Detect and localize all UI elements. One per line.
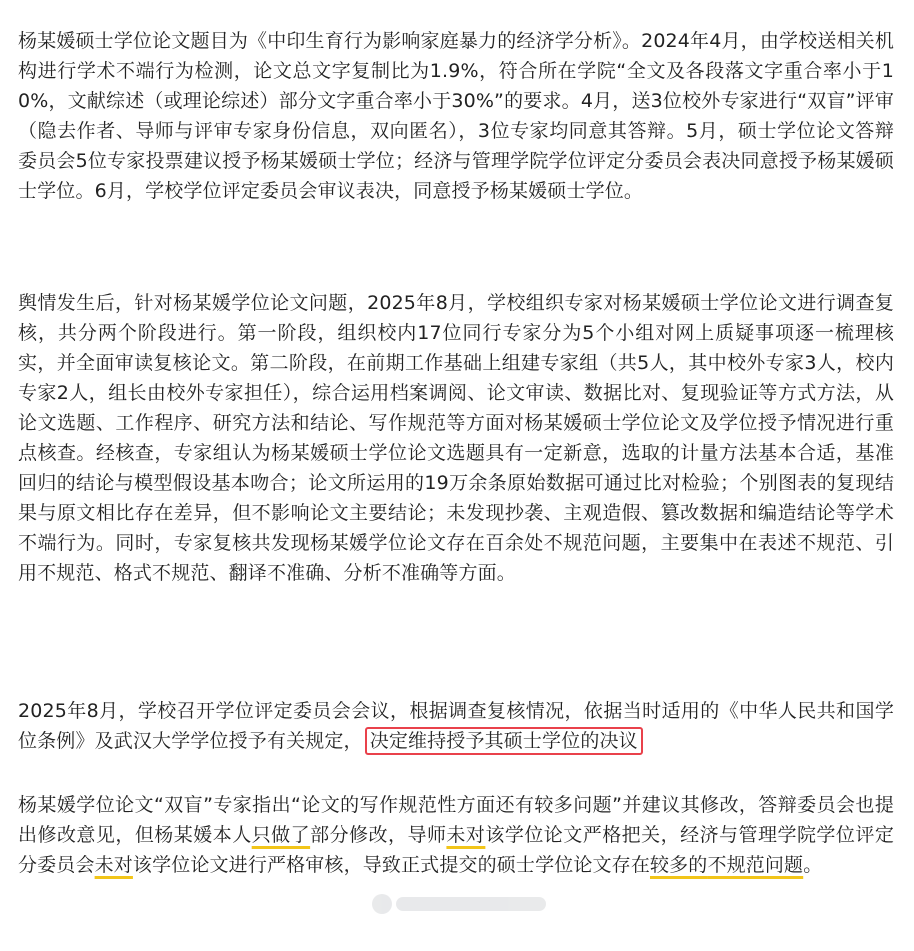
paragraph-text: 2025年8月，学校召开学位评定委员会会议，根据调查复核情况，依据当时适用的《中华人民共和国学位条例》及武汉大学学位授予有关规定，	[18, 700, 894, 752]
paragraph-committee-decision	[18, 696, 894, 756]
paragraph-text: 杨某媛学位论文“双盲”专家指出“论文的写作规范性方面还有较多问题”并建议其修改，答辩委员会也提出修改意见，但杨某媛本人	[18, 794, 894, 846]
paragraph-responsibility	[18, 790, 894, 880]
underlined-phrase: 不规范问题	[707, 854, 804, 876]
paragraph-text: 该学位论文严格把关，经济与管理学院学位评定分委员会	[18, 824, 894, 876]
underlined-phrase: 较多的	[649, 854, 708, 876]
underlined-phrase: 未对	[94, 854, 133, 876]
paragraph-text: 舆情发生后，针对杨某媛学位论文问题，2025年8月，学校组织专家对杨某媛硕士学位论文进行调查复核，共分两个阶段进行。第一阶段，组织校内17位同行专家分为5个小组对网上质疑事项逐一梳理核实，并全面审读复核论文。第二阶段，在前期工作基础上组建专家组（共5人，其中校外专家3人，校内专家2人，组长由校外专家担任），综合运用档案调阅、论文审读、数据比对、复现验证等方式方法，从论文选题、工作程序、研究方法和结论、写作规范等方面对杨某媛硕士学位论文及学位授予情况进行重点核查。经核查，专家组认为杨某媛硕士学位论文选题具有一定新意，选取的计量方法基本合适，基准回归的结论与模型假设基本吻合；论文所运用的19万余条原始数据可通过比对检验；个别图表的复现结果与原文相比存在差异，但不影响论文主要结论；未发现抄袭、主观造假、篡改数据和编造结论等学术不端行为。同时，专家复核共发现杨某媛学位论文存在百余处不规范问题，主要集中在表述不规范、引用不规范、格式不规范、翻译不准确、分析不准确等方面。	[18, 292, 894, 584]
boxed-decision-highlight: 决定维持授予其硕士学位的决议	[365, 727, 643, 755]
watermark-logo-icon	[372, 894, 392, 914]
paragraph-text: 杨某媛硕士学位论文题目为《中印生育行为影响家庭暴力的经济学分析》。2024年4月，由学校送相关机构进行学术不端行为检测，论文总文字复制比为1.9%，符合所在学院“全文及各段落文字重合率小于10%，文献综述（或理论综述）部分文字重合率小于30%”的要求。4月，送3位校外专家进行“双盲”评审（隐去作者、导师与评审专家身份信息，双向匿名），3位专家均同意其答辩。5月，硕士学位论文答辩委员会5位专家投票建议授予杨某媛硕士学位；经济与管理学院学位评定分委员会表决同意授予杨某媛硕士学位。6月，学校学位评定委员会审议表决，同意授予杨某媛硕士学位。	[18, 30, 894, 202]
paragraph-text: 部分修改，导师	[310, 824, 447, 846]
paragraph-text: 。	[803, 854, 823, 876]
underlined-phrase: 未对	[446, 824, 486, 846]
paragraph-text: 该学位论文进行严格审核，导致正式提交的硕士学位论文存在	[132, 854, 650, 876]
paragraph-thesis-review-history	[18, 26, 894, 206]
paragraph-investigation-review	[18, 288, 894, 588]
watermark-mark	[396, 897, 546, 911]
underlined-phrase: 只做了	[251, 824, 311, 846]
watermark	[372, 889, 546, 919]
